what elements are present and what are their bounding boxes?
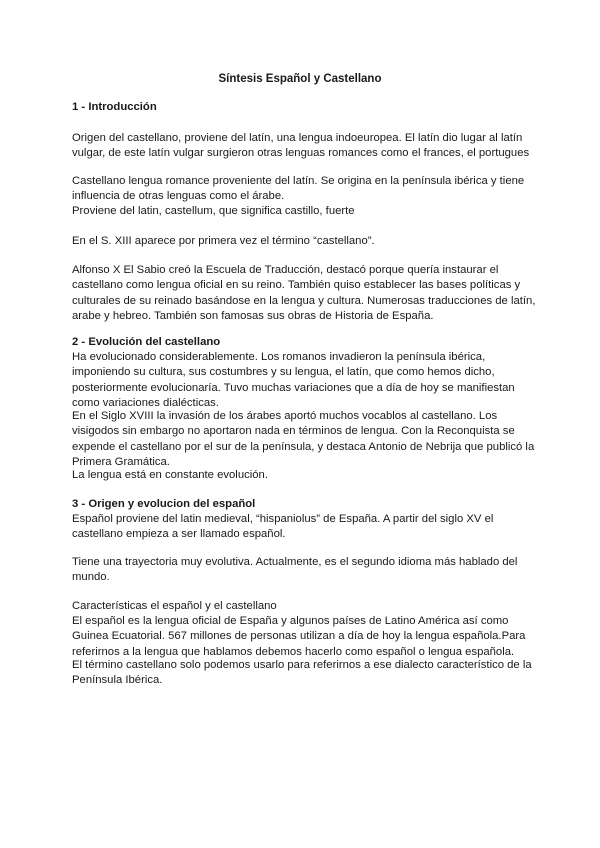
section-3-heading: 3 - Origen y evolucion del español bbox=[72, 498, 256, 510]
section-3-paragraph-2: Tiene una trayectoria muy evolutiva. Actualmente, es el segundo idioma más hablado del mundo. bbox=[72, 556, 518, 584]
section-1-paragraph-5: Alfonso X El Sabio creó la Escuela de Traducción, destacó porque quería instaurar el castellano como lengua oficial en su reino. También quiso establecer las bases políticas y culturales de su reinado basándose en la lengua y cultura. Numerosas traducciones de latín, arabe y hebreo. También son famosas sus obras de Historia de España. bbox=[72, 264, 536, 323]
document-title: Síntesis Español y Castellano bbox=[218, 73, 382, 85]
section-2-heading: 2 - Evolución del castellano bbox=[72, 336, 221, 348]
section-3-paragraph-3: El español es la lengua oficial de España y algunos países de Latino América así como Guinea Ecuatorial. 567 millones de personas utilizan a día de hoy la lengua española.Para referirnos a la lengua que hablamos debemos hacerlo como español o lengua española. bbox=[72, 615, 526, 658]
section-2-paragraph-1: Ha evolucionado considerablemente. Los romanos invadieron la península ibérica, imponiendo su cultura, sus costumbres y su lengua, el latín, que como hemos dicho, posteriormente evolucionaría. Tuvo muchas variaciones que a día de hoy se manifiestan como variaciones dialécticas. bbox=[72, 351, 515, 410]
section-3-paragraph-1: Español proviene del latin medieval, “hispaniolus” de España. A partir del siglo XV el castellano empieza a ser llamado español. bbox=[72, 513, 494, 541]
section-2-paragraph-3: La lengua está en constante evolución. bbox=[72, 469, 268, 481]
section-3-paragraph-4: El término castellano solo podemos usarlo para referirnos a ese dialecto característico de la Península Ibérica. bbox=[72, 659, 532, 687]
section-1-paragraph-1: Origen del castellano, proviene del latín, una lengua indoeuropea. El latín dio lugar al latín vulgar, de este latín vulgar surgieron otras lenguas romances como el frances, el portugues bbox=[72, 132, 530, 160]
section-3-subheading: Características el español y el castellano bbox=[72, 600, 277, 612]
section-1-paragraph-2: Castellano lengua romance proveniente del latín. Se origina en la península ibérica y tiene influencia de otras lenguas como el árabe. bbox=[72, 175, 525, 203]
section-2-paragraph-2: En el Siglo XVIII la invasión de los árabes aportó muchos vocablos al castellano. Los visigodos sin embargo no aportaron nada en términos de lengua. Con la Reconquista se expende el castellano por el sur de la península, y destaca Antonio de Nebrija que publicó la Primera Gramática. bbox=[72, 410, 535, 469]
section-1-heading: 1 - Introducción bbox=[72, 101, 157, 113]
section-1-paragraph-4: En el S. XIII aparece por primera vez el término “castellano”. bbox=[72, 235, 375, 247]
section-1-paragraph-3: Proviene del latin, castellum, que significa castillo, fuerte bbox=[72, 205, 355, 217]
